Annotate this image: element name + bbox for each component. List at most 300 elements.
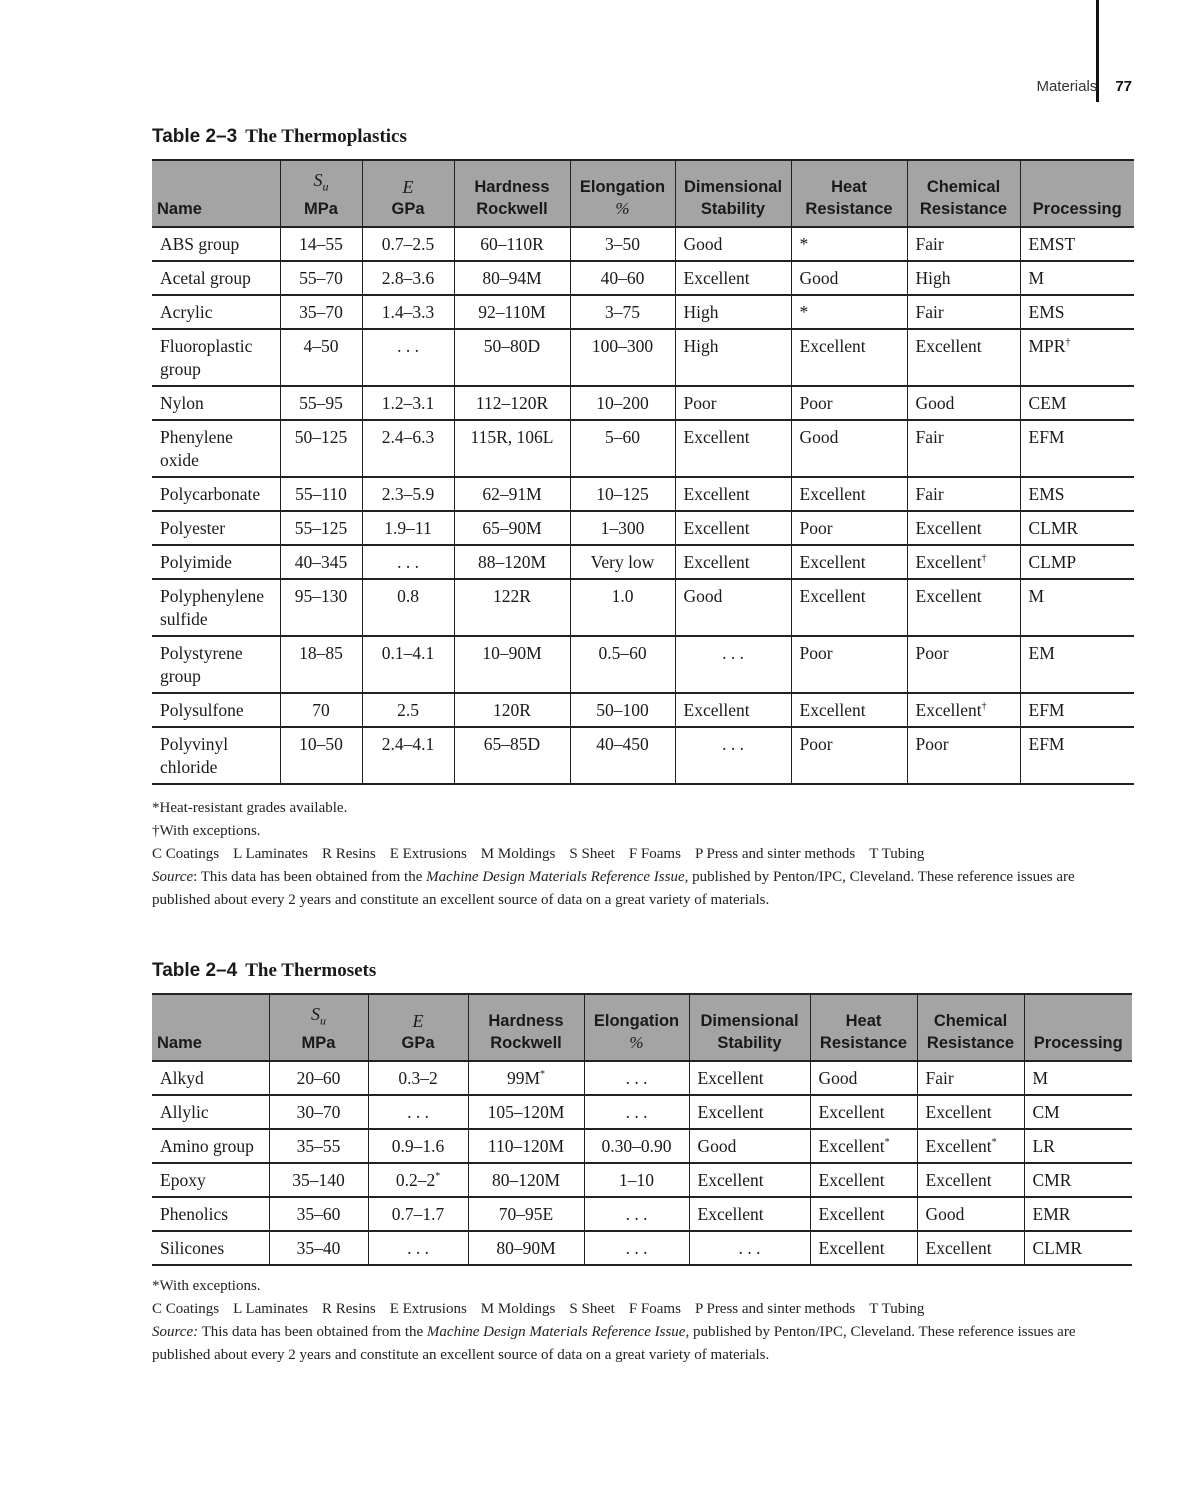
source-note [152, 866, 1132, 912]
column-header [791, 160, 907, 227]
table-cell: 70 [280, 693, 362, 727]
table-cell: Alkyd [152, 1061, 269, 1095]
processing-key [152, 843, 1132, 866]
table-cell: 10–50 [280, 727, 362, 784]
table-cell: Excellent [810, 1231, 917, 1265]
table-cell: 10–125 [570, 477, 675, 511]
column-header-top: Chemical [926, 177, 1001, 196]
column-header-bottom: Resistance [926, 1033, 1015, 1052]
table-cell: Good [675, 227, 791, 261]
table-row [152, 295, 1134, 329]
table-cell: Very low [570, 545, 675, 579]
table-cell: Excellent [907, 579, 1020, 636]
table-cell: Nylon [152, 386, 280, 420]
table2-notes [152, 1275, 1132, 1367]
column-header-top [157, 1010, 265, 1032]
table-cell: Excellent [675, 693, 791, 727]
processing-key-item: L Laminates [233, 846, 308, 862]
table-row [152, 1061, 1132, 1095]
table-cell: 80–90M [468, 1231, 584, 1265]
table-cell: Acetal group [152, 261, 280, 295]
table-cell: Polycarbonate [152, 477, 280, 511]
header-row [152, 994, 1132, 1061]
table-cell: 105–120M [468, 1095, 584, 1129]
table-cell: EFM [1020, 727, 1134, 784]
table-cell: 5–60 [570, 420, 675, 477]
table-cell: 0.1–4.1 [362, 636, 454, 693]
table-cell: Excellent [917, 1231, 1024, 1265]
table-row [152, 1095, 1132, 1129]
table-row [152, 1163, 1132, 1197]
column-header-bottom: Processing [1033, 1033, 1123, 1052]
table-cell: Excellent [917, 1095, 1024, 1129]
table-cell: 20–60 [269, 1061, 368, 1095]
table-cell: Polyphenylene sulfide [152, 579, 280, 636]
table-cell: . . . [689, 1231, 810, 1265]
table-cell: 3–75 [570, 295, 675, 329]
table-cell: 0.5–60 [570, 636, 675, 693]
table-cell: 0.2–2* [368, 1163, 468, 1197]
table-cell: Epoxy [152, 1163, 269, 1197]
table1-name: The Thermoplastics [245, 126, 407, 147]
table-cell: 2.5 [362, 693, 454, 727]
column-header-top: Dimensional [683, 177, 783, 196]
table-cell: 0.8 [362, 579, 454, 636]
table-cell: Good [791, 420, 907, 477]
footnote-exceptions-text: †With exceptions. [152, 823, 261, 839]
footnote-heat-text: *Heat-resistant grades available. [152, 800, 348, 816]
table-cell: Good [675, 579, 791, 636]
processing-key-item: E Extrusions [389, 1301, 467, 1317]
header-row [152, 160, 1134, 227]
footnote-marker: † [981, 700, 987, 712]
table1-title [152, 126, 407, 148]
table-row [152, 386, 1134, 420]
table-cell: 14–55 [280, 227, 362, 261]
table-row [152, 511, 1134, 545]
column-header-bottom: Rockwell [490, 1033, 562, 1052]
table-cell: 30–70 [269, 1095, 368, 1129]
column-header [675, 160, 791, 227]
processing-key-item: M Moldings [480, 1301, 556, 1317]
table-cell: Poor [791, 386, 907, 420]
table-cell: 55–125 [280, 511, 362, 545]
source-note [152, 1321, 1132, 1367]
column-header-top: $S_u$ [311, 1004, 326, 1028]
table-cell: . . . [362, 329, 454, 386]
footnote-marker: † [1065, 336, 1071, 348]
table-cell: Fluoroplastic group [152, 329, 280, 386]
column-header-top: Dimensional [700, 1011, 799, 1030]
table-cell: 80–120M [468, 1163, 584, 1197]
footnote-marker: † [981, 552, 987, 564]
source-text-a: : This data has been obtained from the [193, 869, 427, 885]
table-cell: 18–85 [280, 636, 362, 693]
column-header-top [1029, 1010, 1129, 1032]
table-row [152, 1197, 1132, 1231]
source-label: Source [152, 869, 194, 885]
table-row [152, 693, 1134, 727]
column-header [810, 994, 917, 1061]
column-header-bottom: Resistance [819, 1033, 908, 1052]
table-cell: 120R [454, 693, 570, 727]
table-cell: Polyvinyl chloride [152, 727, 280, 784]
processing-key-item: F Foams [628, 1301, 681, 1317]
table-cell: 55–70 [280, 261, 362, 295]
table-cell: Excellent [791, 329, 907, 386]
column-header [454, 160, 570, 227]
table-cell: Excellent [675, 477, 791, 511]
table-cell: Good [689, 1129, 810, 1163]
source-reference: Machine Design Materials Reference Issue, [426, 1324, 690, 1340]
source-text-b: published by Penton/IPC, Cleveland. These reference issues are published about every 2 years and constitute an excellent source of data on a great variety of materials. [152, 1324, 1076, 1363]
table-cell: 70–95E [468, 1197, 584, 1231]
table-cell: CLMR [1024, 1231, 1132, 1265]
table-cell: EFM [1020, 693, 1134, 727]
column-header [570, 160, 675, 227]
table-cell: Polystyrene group [152, 636, 280, 693]
table-cell: EMST [1020, 227, 1134, 261]
table-cell: 55–95 [280, 386, 362, 420]
table-cell: 1–300 [570, 511, 675, 545]
table-cell: Excellent [689, 1197, 810, 1231]
table-cell: Polyimide [152, 545, 280, 579]
column-header-bottom: GPa [391, 199, 425, 218]
table-cell: Excellent [675, 511, 791, 545]
column-header-bottom: MPa [304, 199, 338, 218]
table-cell: 40–450 [570, 727, 675, 784]
table-cell: EMR [1024, 1197, 1132, 1231]
table-cell: 35–60 [269, 1197, 368, 1231]
table-cell: Poor [907, 727, 1020, 784]
table-cell: Silicones [152, 1231, 269, 1265]
table-cell: M [1020, 261, 1134, 295]
column-header-bottom: Resistance [805, 199, 893, 218]
table-cell: Fair [917, 1061, 1024, 1095]
table-cell: 110–120M [468, 1129, 584, 1163]
column-header-bottom: MPa [301, 1033, 336, 1052]
table-cell: 35–70 [280, 295, 362, 329]
processing-key-item: R Resins [321, 1301, 376, 1317]
table-row [152, 477, 1134, 511]
table-cell: MPR† [1020, 329, 1134, 386]
table-cell: 35–40 [269, 1231, 368, 1265]
column-header-bottom: Processing [1032, 199, 1122, 218]
column-header [368, 994, 468, 1061]
table-cell: Phenylene oxide [152, 420, 280, 477]
table-cell: Excellent [791, 477, 907, 511]
table-cell: EFM [1020, 420, 1134, 477]
table-cell: Poor [907, 636, 1020, 693]
table-cell: 1.9–11 [362, 511, 454, 545]
table-cell: Excellent* [917, 1129, 1024, 1163]
table-cell: LR [1024, 1129, 1132, 1163]
column-header-bottom: GPa [401, 1033, 435, 1052]
table-cell: Excellent* [810, 1129, 917, 1163]
table-cell: Polysulfone [152, 693, 280, 727]
table-cell: * [791, 295, 907, 329]
table-row [152, 1231, 1132, 1265]
processing-key-item: P Press and sinter methods [694, 846, 856, 862]
processing-key-item: S Sheet [569, 1301, 615, 1317]
table-cell: Polyester [152, 511, 280, 545]
table-cell: 62–91M [454, 477, 570, 511]
table-cell: . . . [584, 1231, 689, 1265]
table-cell: Excellent† [907, 545, 1020, 579]
table-cell: 40–60 [570, 261, 675, 295]
source-label: Source: [152, 1324, 199, 1340]
table-cell: CLMP [1020, 545, 1134, 579]
processing-key-item: F Foams [628, 846, 681, 862]
table-cell: ABS group [152, 227, 280, 261]
table-row [152, 545, 1134, 579]
table-cell: CM [1024, 1095, 1132, 1129]
table-cell: 3–50 [570, 227, 675, 261]
column-header [1020, 160, 1134, 227]
table-cell: Excellent [810, 1163, 917, 1197]
table-cell: CMR [1024, 1163, 1132, 1197]
processing-key-item: T Tubing [869, 1301, 925, 1317]
table-cell: 122R [454, 579, 570, 636]
table-thermoplastics [152, 159, 1134, 785]
source-reference: Machine Design Materials Reference Issue, [426, 869, 689, 885]
column-header-bottom: Rockwell [476, 199, 548, 218]
table-cell: 92–110M [454, 295, 570, 329]
table-cell: 0.30–0.90 [584, 1129, 689, 1163]
table-cell: Excellent [810, 1095, 917, 1129]
column-header-top: Heat [831, 177, 867, 196]
table-cell: Poor [791, 636, 907, 693]
column-header [152, 994, 269, 1061]
column-header-top: Heat [845, 1011, 882, 1030]
table-cell: * [791, 227, 907, 261]
column-header-bottom: Name [157, 1033, 202, 1052]
table-cell: . . . [368, 1095, 468, 1129]
processing-key-item: C Coatings [152, 846, 220, 862]
table-cell: 10–90M [454, 636, 570, 693]
table-cell: Excellent [907, 511, 1020, 545]
table-cell: Excellent [675, 420, 791, 477]
table-cell: Amino group [152, 1129, 269, 1163]
table1-notes [152, 797, 1132, 912]
table-cell: Fair [907, 227, 1020, 261]
table-cell: Excellent [689, 1163, 810, 1197]
table-cell: 35–55 [269, 1129, 368, 1163]
table-cell: . . . [584, 1197, 689, 1231]
footnote-marker: * [540, 1068, 546, 1080]
table-cell: EMS [1020, 477, 1134, 511]
processing-key-item: E Extrusions [389, 846, 467, 862]
table1-number: Table 2–3 [152, 126, 238, 147]
footnote-marker: * [991, 1136, 997, 1148]
processing-key-item: L Laminates [233, 1301, 308, 1317]
table-cell: 95–130 [280, 579, 362, 636]
column-header-bottom: Resistance [919, 199, 1008, 218]
table-cell: Poor [791, 727, 907, 784]
table-cell: Excellent [675, 261, 791, 295]
table-cell: 1.2–3.1 [362, 386, 454, 420]
table-cell: 100–300 [570, 329, 675, 386]
footnote-exceptions [152, 1275, 1132, 1298]
table-cell: Excellent [689, 1061, 810, 1095]
table-cell: 50–125 [280, 420, 362, 477]
column-header-top: Elongation [579, 177, 666, 196]
table-cell: 1–10 [584, 1163, 689, 1197]
table-row [152, 227, 1134, 261]
column-header-top: $S_u$ [313, 170, 329, 194]
table-cell: 50–100 [570, 693, 675, 727]
table-cell: Good [810, 1061, 917, 1095]
column-header-top: Elongation [593, 1011, 680, 1030]
table-cell: CEM [1020, 386, 1134, 420]
table-cell: 40–345 [280, 545, 362, 579]
table2-number: Table 2–4 [152, 960, 238, 981]
footnote-marker: * [884, 1136, 890, 1148]
table-cell: High [907, 261, 1020, 295]
table-cell: 50–80D [454, 329, 570, 386]
table-cell: Good [791, 261, 907, 295]
page-number: 77 [1115, 78, 1132, 95]
table-cell: . . . [584, 1061, 689, 1095]
table-cell: 65–85D [454, 727, 570, 784]
table2-name: The Thermosets [245, 960, 377, 981]
table-cell: Excellent† [907, 693, 1020, 727]
table-cell: Excellent [791, 693, 907, 727]
table-cell: 88–120M [454, 545, 570, 579]
table-cell: M [1020, 579, 1134, 636]
footnote-exceptions [152, 820, 1132, 843]
table-cell: 60–110R [454, 227, 570, 261]
column-header-bottom: % [615, 198, 630, 218]
table-row [152, 420, 1134, 477]
table-cell: 112–120R [454, 386, 570, 420]
table-cell: Fair [907, 477, 1020, 511]
table-cell: Allylic [152, 1095, 269, 1129]
table-cell: . . . [675, 636, 791, 693]
column-header-bottom: % [629, 1032, 644, 1052]
processing-key-item: R Resins [321, 846, 376, 862]
table-cell: 1.0 [570, 579, 675, 636]
table-cell: Fair [907, 295, 1020, 329]
column-header-top: Chemical [933, 1011, 1008, 1030]
table-cell: Excellent [810, 1197, 917, 1231]
table-cell: 2.4–6.3 [362, 420, 454, 477]
column-header [689, 994, 810, 1061]
table-cell: 55–110 [280, 477, 362, 511]
table-cell: Poor [675, 386, 791, 420]
table-row [152, 636, 1134, 693]
column-header-top: E [412, 1010, 424, 1031]
table-cell: High [675, 295, 791, 329]
table-cell: High [675, 329, 791, 386]
column-header [468, 994, 584, 1061]
table-cell: 10–200 [570, 386, 675, 420]
table2-title [152, 960, 376, 982]
table-cell: EM [1020, 636, 1134, 693]
column-header-bottom: Stability [700, 199, 766, 218]
column-header-top: Hardness [474, 177, 550, 196]
running-head [1036, 78, 1132, 95]
table-cell: Excellent [689, 1095, 810, 1129]
column-header-top: E [402, 176, 414, 197]
table-cell: Fair [907, 420, 1020, 477]
table-row [152, 329, 1134, 386]
column-header-top [157, 176, 276, 198]
table-cell: 65–90M [454, 511, 570, 545]
table-cell: . . . [675, 727, 791, 784]
column-header-subscript: u [320, 1013, 326, 1028]
table-row [152, 1129, 1132, 1163]
table-cell: 0.7–2.5 [362, 227, 454, 261]
column-header [269, 994, 368, 1061]
table-cell: 99M* [468, 1061, 584, 1095]
column-header-bottom: Name [157, 199, 202, 218]
table-cell: Poor [791, 511, 907, 545]
column-header [280, 160, 362, 227]
table-cell: 1.4–3.3 [362, 295, 454, 329]
processing-key-item: T Tubing [869, 846, 925, 862]
table-row [152, 727, 1134, 784]
column-header-subscript: u [322, 179, 329, 194]
source-text-a: This data has been obtained from the [198, 1324, 427, 1340]
column-header [907, 160, 1020, 227]
table-cell: Good [907, 386, 1020, 420]
table-cell: CLMR [1020, 511, 1134, 545]
table-cell: 2.4–4.1 [362, 727, 454, 784]
column-header-bottom: Stability [717, 1033, 782, 1052]
processing-key-item: C Coatings [152, 1301, 220, 1317]
table-cell: Excellent [791, 579, 907, 636]
column-header [917, 994, 1024, 1061]
section-name: Materials [1036, 78, 1098, 95]
table-cell: Acrylic [152, 295, 280, 329]
table-cell: Excellent [917, 1163, 1024, 1197]
table-cell: 0.9–1.6 [368, 1129, 468, 1163]
table-cell: 80–94M [454, 261, 570, 295]
processing-key-item: M Moldings [480, 846, 556, 862]
table-cell: 2.3–5.9 [362, 477, 454, 511]
processing-key-item: P Press and sinter methods [694, 1301, 856, 1317]
processing-key-item: S Sheet [569, 846, 615, 862]
table-cell: . . . [368, 1231, 468, 1265]
table-cell: Excellent [907, 329, 1020, 386]
footnote-heat [152, 797, 1132, 820]
table-row [152, 261, 1134, 295]
column-header [584, 994, 689, 1061]
table-row [152, 579, 1134, 636]
column-header [362, 160, 454, 227]
processing-key [152, 1298, 1132, 1321]
table-cell: Phenolics [152, 1197, 269, 1231]
table-cell: EMS [1020, 295, 1134, 329]
table-cell: Good [917, 1197, 1024, 1231]
table-cell: . . . [362, 545, 454, 579]
column-header-top: Hardness [488, 1011, 564, 1030]
column-header [1024, 994, 1132, 1061]
column-header-top [1025, 176, 1131, 198]
source-text-b: published by Penton/IPC, Cleveland. These reference issues are published about every 2 years and constitute an excellent source of data on a great variety of materials. [152, 869, 1075, 908]
table-cell: 0.3–2 [368, 1061, 468, 1095]
table-cell: 4–50 [280, 329, 362, 386]
table-thermosets [152, 993, 1132, 1266]
table-cell: M [1024, 1061, 1132, 1095]
column-header [152, 160, 280, 227]
table-cell: . . . [584, 1095, 689, 1129]
footnote-marker: * [435, 1170, 441, 1182]
table-cell: Excellent [675, 545, 791, 579]
table-cell: 115R, 106L [454, 420, 570, 477]
table-cell: Excellent [791, 545, 907, 579]
